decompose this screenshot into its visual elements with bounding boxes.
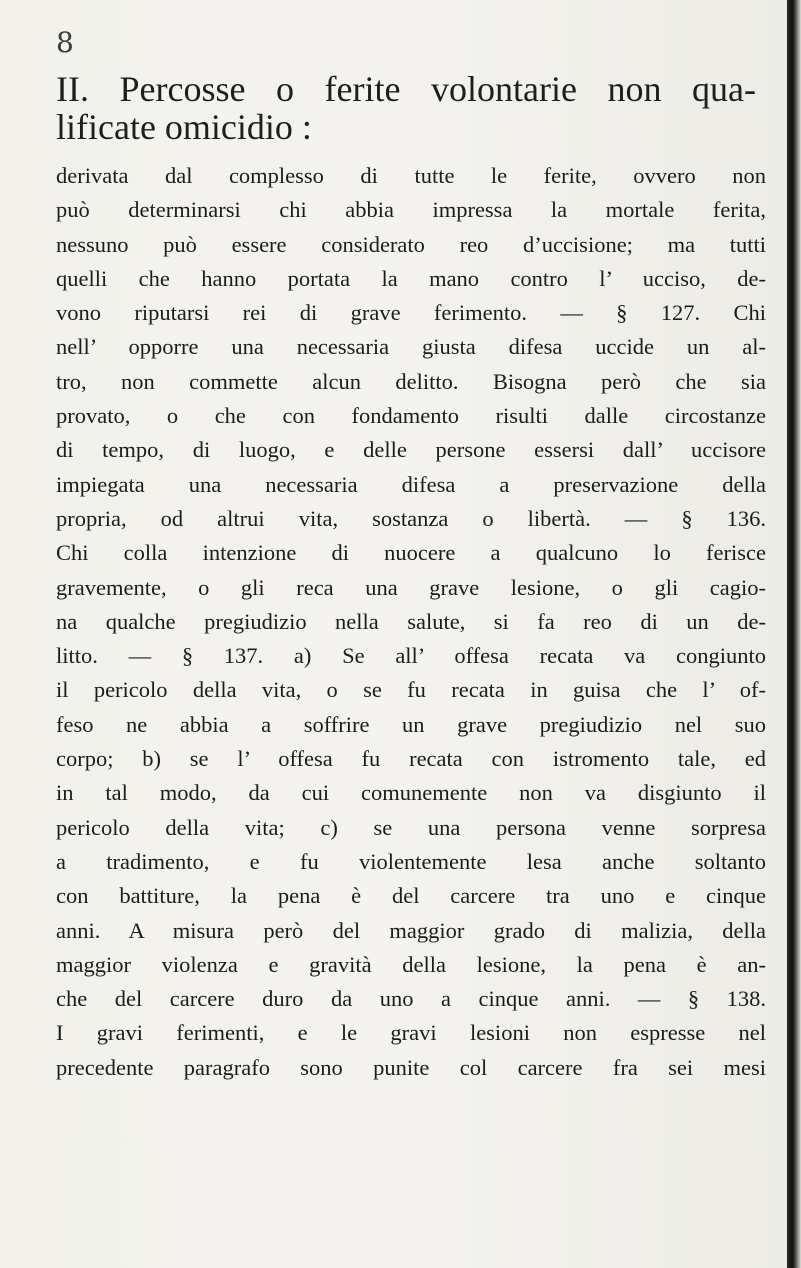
page-number: 8 (56, 26, 74, 59)
text-line: Chi colla intenzione di nuocere a qualcuno lo ferisce (56, 540, 766, 566)
scan-edge (787, 0, 801, 1268)
text-line: precedente paragrafo sono punite col carcere fra sei mesi (56, 1054, 766, 1080)
text-line: può determinarsi chi abbia impressa la mortale ferita, (56, 197, 766, 223)
text-line: vono riputarsi rei di grave ferimento. — § 127. Chi (56, 300, 766, 326)
text-line: litto. — § 137. a) Se all’ offesa recata va congiunto (56, 643, 766, 669)
text-line: di tempo, di luogo, e delle persone essersi dall’ uccisore (56, 437, 766, 463)
text-line: nessuno può essere considerato reo d’uccisione; ma tutti (56, 231, 766, 257)
text-line: gravemente, o gli reca una grave lesione, o gli cagio- (56, 574, 766, 600)
text-line: in tal modo, da cui comunemente non va disgiunto il (56, 780, 766, 806)
heading-line-1: II. Percosse o ferite volontarie non qua- (56, 69, 756, 109)
text-line: nell’ opporre una necessaria giusta difesa uccide un al- (56, 334, 766, 360)
text-line: derivata dal complesso di tutte le ferite, ovvero non (56, 163, 766, 188)
section-heading (56, 70, 756, 146)
text-line: maggior violenza e gravità della lesione, la pena è an- (56, 951, 766, 977)
text-line: anni. A misura però del maggior grado di malizia, della (56, 917, 766, 943)
text-line: a tradimento, e fu violentemente lesa anche soltanto (56, 848, 766, 874)
text-line: corpo; b) se l’ offesa fu recata con istromento tale, ed (56, 746, 766, 772)
text-line: il pericolo della vita, o se fu recata in guisa che l’ of- (56, 677, 766, 703)
text-line: I gravi ferimenti, e le gravi lesioni non espresse nel (56, 1020, 766, 1046)
text-line: propria, od altrui vita, sostanza o libertà. — § 136. (56, 505, 766, 531)
text-line: provato, o che con fondamento risulti dalle circostanze (56, 403, 766, 429)
text-line: pericolo della vita; c) se una persona venne sorpresa (56, 814, 766, 840)
body-text (56, 159, 766, 1085)
text-line: impiegata una necessaria difesa a preservazione della (56, 471, 766, 497)
heading-line-2: lificate omicidio : (56, 107, 312, 147)
text-line: quelli che hanno portata la mano contro l’ ucciso, de- (56, 265, 766, 291)
text-line: che del carcere duro da uno a cinque anni. — § 138. (56, 986, 766, 1012)
text-line: feso ne abbia a soffrire un grave pregiudizio nel suo (56, 711, 766, 737)
text-line: na qualche pregiudizio nella salute, si fa reo di un de- (56, 608, 766, 634)
text-line: con battiture, la pena è del carcere tra uno e cinque (56, 883, 766, 909)
text-line: tro, non commette alcun delitto. Bisogna però che sia (56, 368, 766, 394)
